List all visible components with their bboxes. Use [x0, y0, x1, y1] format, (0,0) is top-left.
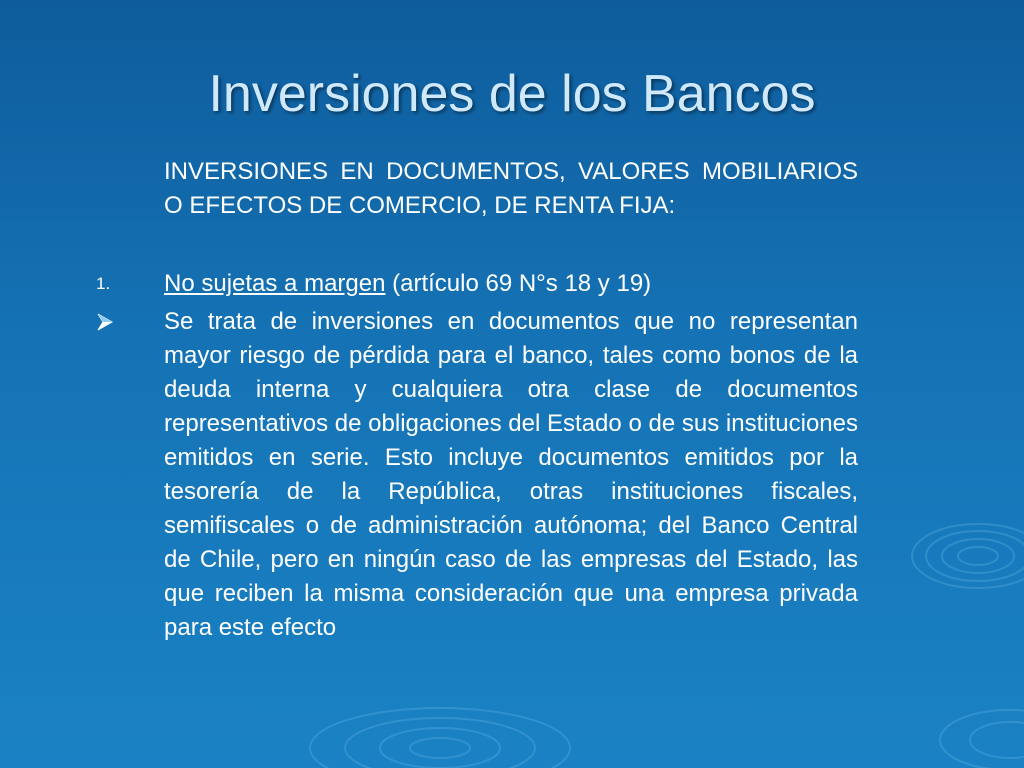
intro-paragraph: INVERSIONES EN DOCUMENTOS, VALORES MOBILIARIOS O EFECTOS DE COMERCIO, DE RENTA FIJA: [164, 158, 858, 219]
bullet-text: Se trata de inversiones en documentos que no representan mayor riesgo de pérdida para el banco, tales como bonos de la deuda interna y cualquiera otra clase de documentos representativos de obligaciones del Estado o de sus instituciones emitidos en serie. Esto incluye documentos emitidos por la tesorería de la República, otras instituciones fiscales, semifiscales o de administración autónoma; del Banco Central de Chile, pero en ningún caso de las empresas del Estado, las que reciben la misma consideración que una empresa privada para este efecto [164, 308, 858, 641]
underlined-heading: No sujetas a margen [164, 270, 386, 297]
slide-body [96, 155, 858, 645]
slide-title: Inversiones de los Bancos [208, 65, 816, 123]
arrow-bullet-icon [96, 313, 114, 331]
article-reference: (artículo 69 N°s 18 y 19) [385, 270, 652, 297]
numbered-list-item [96, 267, 858, 301]
bullet-list-item [164, 305, 858, 645]
list-number: 1. [96, 274, 111, 293]
